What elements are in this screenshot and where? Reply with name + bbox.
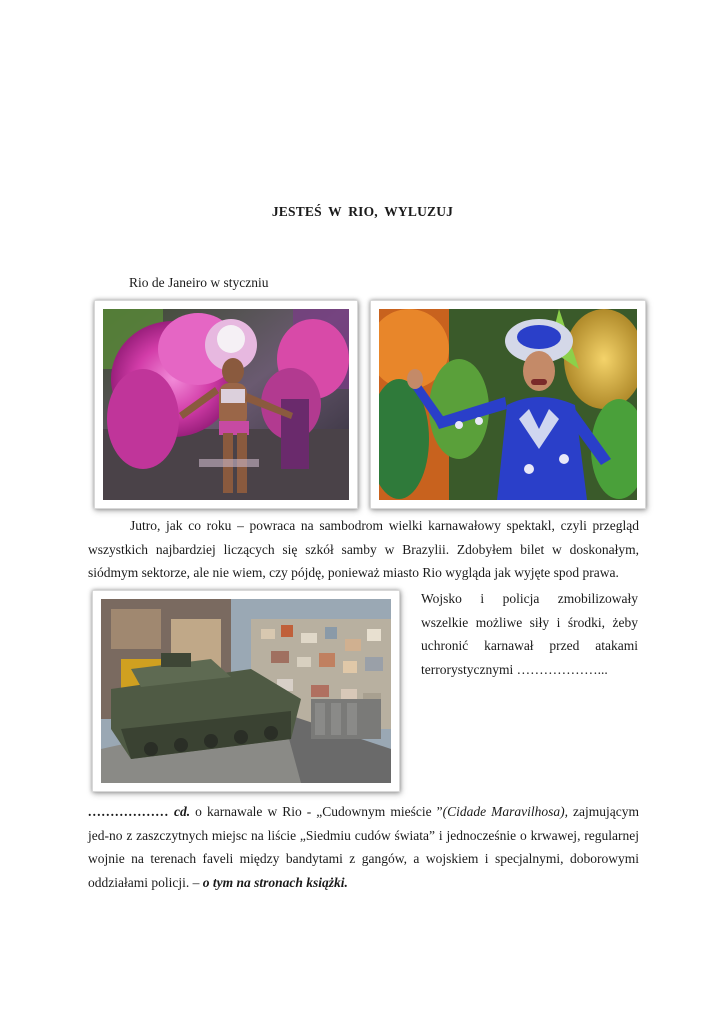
paragraph-continued-italic: (Cidade Maravilhosa), xyxy=(442,804,568,819)
photo-samba-dancer-pink xyxy=(94,300,358,509)
paragraph-continued-text-a: o karnawale w Rio - „Cudownym mieście ” xyxy=(190,804,443,819)
side-text-military: Wojsko i policja zmobilizowały wszelkie możliwe siły i środki, żeby uchronić karnawał przed atakami terrorystycznymi ………………... xyxy=(421,591,638,677)
photo-armored-vehicle-favela-image xyxy=(101,599,391,783)
continued-marker: ……………… cd. xyxy=(88,804,191,819)
photo-samba-dancer-pink-image xyxy=(103,309,349,500)
paragraph-continued-text-b: zajmującym jed-no z zaszczytnych miejsc na liście „Siedmiu cudów świata” i jednocześnie o krwawej, regularnej wojnie na terenach faveli między bandytami z gangów, a wojskiem i specjalnymi, doborowymi oddziałami policji. – xyxy=(88,804,639,890)
paragraph-continued xyxy=(88,800,639,894)
paragraph-intro xyxy=(88,514,639,585)
armored-vehicle-illustration xyxy=(101,599,391,783)
paragraph-intro-text: Jutro, jak co roku – powraca na sambodrom wielki karnawałowy spektakl, czyli przegląd wszystkich najbardziej liczących się szkół samby w Brazylii. Zdobyłem bilet w doskonałym, siódmym sektorze, ale nie wiem, czy pójdę, ponieważ miasto Rio wygląda jak wyjęte spod prawa. xyxy=(88,518,639,580)
photo-carnival-dancer-blue xyxy=(370,300,646,509)
photo-armored-vehicle-favela xyxy=(92,590,400,792)
document-subtitle: Rio de Janeiro w styczniu xyxy=(129,275,269,290)
document-title: JESTEŚ W RIO, WYLUZUJ xyxy=(271,204,454,219)
photo-carnival-dancer-blue-image xyxy=(379,309,637,500)
samba-dancer-pink-illustration xyxy=(103,309,349,500)
paragraph-closing: o tym na stronach książki. xyxy=(202,874,348,890)
carnival-dancer-blue-illustration xyxy=(379,309,637,500)
